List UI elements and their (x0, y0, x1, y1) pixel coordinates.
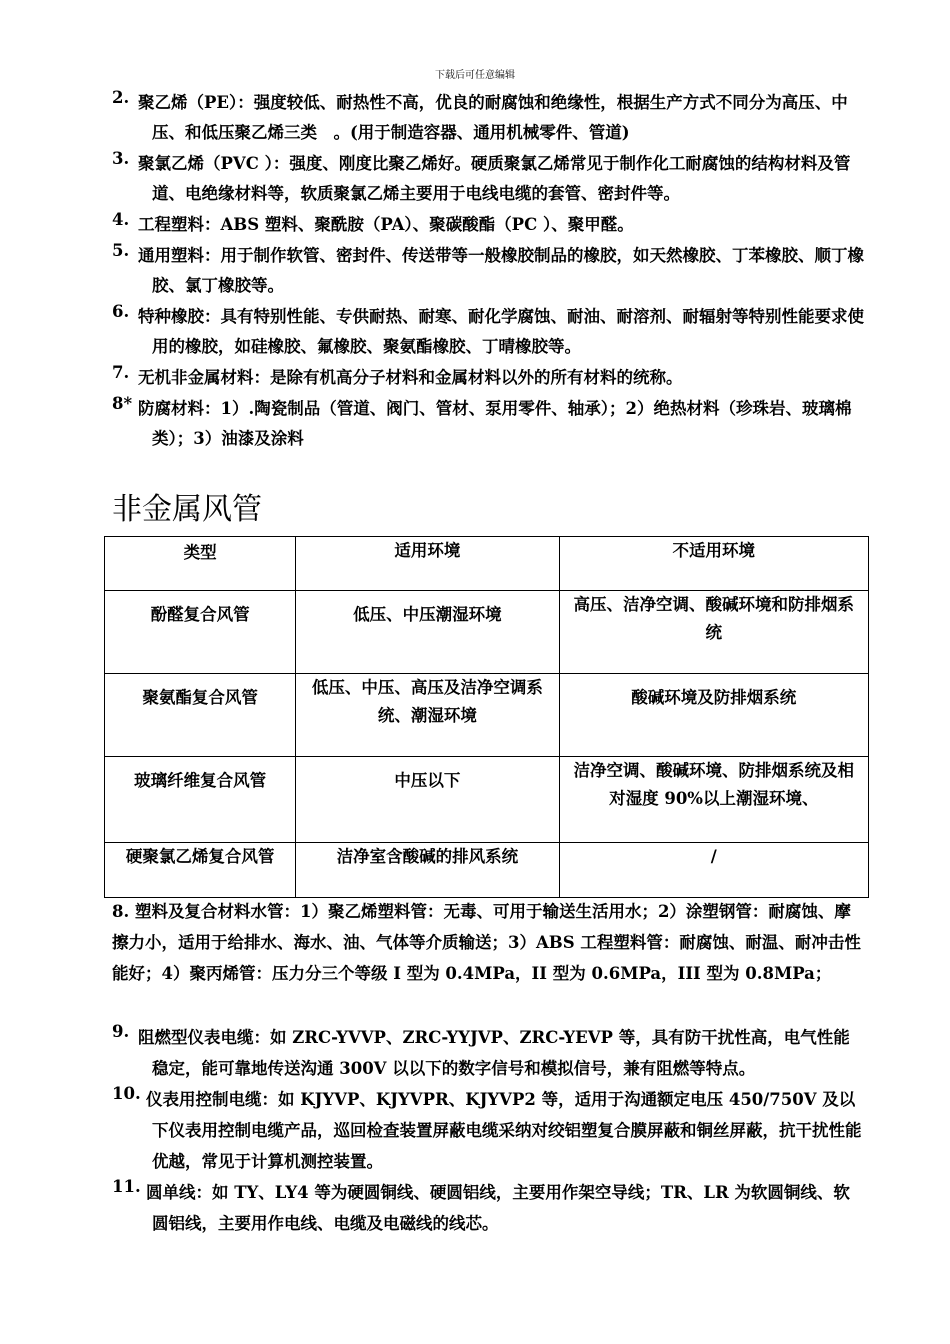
item-number: 11. (112, 1177, 141, 1196)
table-cell: 聚氨酯复合风管 (105, 674, 296, 757)
item-number: 9. (112, 1022, 130, 1041)
item-text: 工程塑料：ABS 塑料、聚酰胺（PA）、聚碳酸酯（PC ）、聚甲醛。 (138, 215, 634, 234)
item-text: 无机非金属材料：是除有机高分子材料和金属材料以外的所有材料的统称。 (138, 368, 683, 387)
list-item (112, 394, 864, 454)
table-cell: 玻璃纤维复合风管 (105, 757, 296, 843)
section-title: 非金属风管 (112, 492, 262, 527)
material-list-bottom (112, 1022, 864, 1239)
item-text: 仪表用控制电缆：如 KJYVP、KJYVPR、KJYVP2 等，适用于沟通额定电压 450/750V 及以下仪表用控制电缆产品，巡回检查装置屏蔽电缆采纳对绞铝塑复合膜屏蔽和铜丝屏蔽，抗干扰性能优越，常见于计算机测控装置。 (146, 1090, 862, 1171)
list-item (112, 241, 864, 301)
item-text: 阻燃型仪表电缆：如 ZRC-YVVP、ZRC-YYJVP、ZRC-YEVP 等，具有防干扰性高，电气性能稳定，能可靠地传送沟通 300V 以以下的数字信号和模拟信号，兼有阻燃等特点。 (138, 1028, 850, 1078)
table-row (105, 674, 869, 757)
table-cell: 低压、中压潮湿环境 (296, 591, 559, 674)
table-header-cell: 类型 (105, 537, 296, 591)
list-item (112, 1022, 864, 1084)
table-row (105, 843, 869, 898)
item-text: 防腐材料：1）.陶瓷制品（管道、阀门、管材、泵用零件、轴承）；2）绝热材料（珍珠岩、玻璃棉类）；3）油漆及涂料 (138, 399, 852, 448)
table-row (105, 757, 869, 843)
table-cell: 酚醛复合风管 (105, 591, 296, 674)
item-number: 8* (112, 394, 133, 413)
material-list-top (112, 88, 864, 454)
table-header-cell: 不适用环境 (559, 537, 868, 591)
item-number: 7. (112, 363, 130, 382)
table-cell: 酸碱环境及防排烟系统 (559, 674, 868, 757)
table-header-row (105, 537, 869, 591)
item-text: 圆单线：如 TY、LY4 等为硬圆铜线、硬圆铝线，主要用作架空导线；TR、LR 为软圆铜线、软圆铝线，主要用作电线、电缆及电磁线的线芯。 (146, 1183, 850, 1233)
item-text: 特种橡胶：具有特别性能、专供耐热、耐寒、耐化学腐蚀、耐油、耐溶剂、耐辐射等特别性能要求使用的橡胶，如硅橡胶、氟橡胶、聚氨酯橡胶、丁晴橡胶等。 (138, 307, 864, 356)
table-cell: 洁净室含酸碱的排风系统 (296, 843, 559, 898)
duct-table (104, 536, 869, 898)
item-number: 5. (112, 241, 130, 260)
list-item (112, 302, 864, 362)
table-cell: 高压、洁净空调、酸碱环境和防排烟系统 (559, 591, 868, 674)
table-cell: 中压以下 (296, 757, 559, 843)
page-header: 下载后可任意编辑 (435, 70, 515, 81)
list-item (112, 210, 864, 240)
list-item (112, 1177, 864, 1239)
item-number: 6. (112, 302, 130, 321)
item-text: 通用塑料：用于制作软管、密封件、传送带等一般橡胶制品的橡胶，如天然橡胶、丁苯橡胶、顺丁橡胶、氯丁橡胶等。 (138, 246, 864, 295)
table-row (105, 591, 869, 674)
table-cell: 低压、中压、高压及洁净空调系统、潮湿环境 (296, 674, 559, 757)
item-number: 4. (112, 210, 130, 229)
item-number: 2. (112, 88, 130, 107)
list-item (112, 1084, 864, 1177)
list-item (112, 149, 864, 209)
table-cell: / (559, 843, 868, 898)
item-text: 聚氯乙烯（PVC ）：强度、刚度比聚乙烯好。硬质聚氯乙烯常见于制作化工耐腐蚀的结构材料及管道、电绝缘材料等，软质聚氯乙烯主要用于电线电缆的套管、密封件等。 (138, 154, 851, 203)
item-number: 3. (112, 149, 130, 168)
table-header-cell: 适用环境 (296, 537, 559, 591)
list-item (112, 88, 864, 148)
item-number: 10. (112, 1084, 141, 1103)
item-text: 聚乙烯（PE）：强度较低、耐热性不高，优良的耐腐蚀和绝缘性，根据生产方式不同分为高压、中压、和低压聚乙烯三类 。(用于制造容器、通用机械零件、管道) (138, 93, 848, 142)
table-cell: 硬聚氯乙烯复合风管 (105, 843, 296, 898)
list-item (112, 363, 864, 393)
table-cell: 洁净空调、酸碱环境、防排烟系统及相对湿度 90%以上潮湿环境、 (559, 757, 868, 843)
water-pipe-paragraph: 8. 塑料及复合材料水管：1）聚乙烯塑料管：无毒、可用于输送生活用水；2）涂塑钢管：耐腐蚀、摩擦力小，适用于给排水、海水、油、气体等介质输送；3）ABS 工程塑料管：耐腐蚀、耐温、耐冲击性能好；4）聚丙烯管：压力分三个等级 I 型为 0.4MPa，II 型为 0.6MPa，III 型为 0.8MPa； (112, 902, 861, 983)
